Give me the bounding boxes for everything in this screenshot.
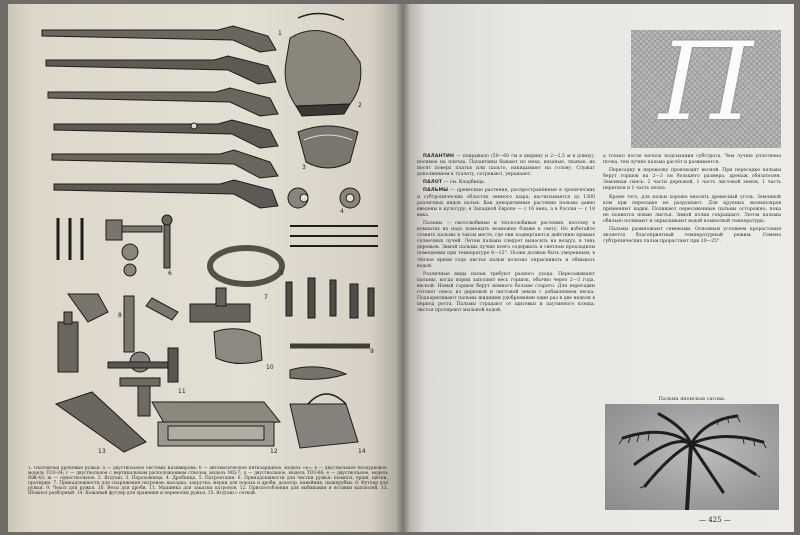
paragraph-text: — древесные растения, распространённые в тропических и субтропических областях земного шара; насчитывается до 1500 различных видов пальм. Как декоративные растения пальмы давно введены в культуру; в Западной Европе — с 16 века, а в России — с 18 века. — [417, 188, 595, 218]
paragraph — [417, 154, 595, 178]
figure-number: 1 — [278, 30, 282, 37]
headword: ПАЛАНТИН — [423, 154, 455, 159]
figure-number: 13 — [98, 448, 106, 455]
initial-letter: П — [658, 20, 754, 145]
paragraph-text: Кроме того, для пальм хорошо вносить древесный уголь. Земляной ком при пересадке не разрушают. Для крупных экземпляров применяют кадки. Поливают пересаженные пальмы осторожно, пока не появятся новые листья. Зимой полив сокращают. Летом пальмы обильно поливают и опрыскивают водой комнатной температуры. — [603, 194, 781, 224]
game-bag — [285, 13, 361, 116]
palm-photo — [605, 404, 779, 510]
shotgun-a — [42, 26, 276, 52]
book-spread — [8, 4, 794, 532]
right-page — [403, 4, 794, 532]
paragraph-text: Пересадку и перевалку производят весной. При пересадке пальмы берут горшок на 2—3 см большего размера, дренаж обязателен. Земляная смесь: 2 части дерновой, 1 часть листовой земли, 1 часть перегноя и 1 часть песка. — [603, 168, 781, 192]
palm-image — [605, 404, 779, 510]
shotgun-b — [46, 56, 276, 84]
page-number: — 425 — — [699, 516, 731, 524]
photo-caption: Пальма японская сагова. — [658, 396, 726, 402]
paragraph — [603, 168, 781, 192]
shotgun-d — [54, 120, 278, 148]
figure-number: 14 — [358, 448, 366, 455]
paragraph — [417, 180, 595, 186]
figure-number: 9 — [370, 348, 374, 355]
paragraph — [603, 195, 781, 225]
paragraph-text: а только после начала подсыхания субстрата. Чем лучше уплотнена почва, тем лучше пальма растёт и развивается. — [603, 154, 781, 166]
headword: ПАЛЬМЫ — [423, 188, 449, 194]
figure-number: 10 — [266, 364, 274, 371]
paragraph-text: Пальмы — светолюбивые и теплолюбивые растения, поэтому в комнатах их надо помещать возможно ближе к свету. Но избегайте ставить пальмы в таком месте, где они подвергаются действию прямых солнечных лучей. Летом пальмы следует выносить на воздух, в тень деревьев. Зимой пальмы лучше всего содержать в светлом прохладном помещении при температуре 8—12°. Полив должен быть умеренным; в тёплое время года листья пальм полезно опрыскивать и обмывать водой. — [417, 220, 595, 269]
cleaning-brushes — [286, 278, 374, 318]
headword: ПАЛОТ — [423, 180, 443, 186]
gun-case — [152, 402, 280, 446]
powder-horn — [298, 126, 358, 168]
paragraph — [603, 227, 781, 245]
paragraph — [417, 272, 595, 315]
figure-number: 3 — [302, 164, 306, 171]
text-column-2 — [603, 154, 781, 386]
shotgun-e — [52, 150, 278, 178]
paragraph — [603, 154, 781, 166]
figure-number: 5 — [280, 270, 284, 277]
figure-number: 8 — [118, 312, 122, 319]
paragraph-text: Пальмы размножают семенами. Основным условием прорастания является благоприятный температурный режим. Семена субтропических пальм прорастают при 20—25°. — [603, 227, 781, 245]
paragraph-text: — см. Кладбища. — [442, 180, 486, 186]
figure-number: 7 — [264, 294, 268, 301]
paragraph-text: Различные виды пальм требуют разного ухода. Пересаживают пальмы, когда корни заполнят весь горшок, обычно через 2—3 года, весной. Новый горшок берут немного больше старого. Для пересадки готовят смесь из дерновой и листовой земли с добавлением песка. Подкармливают пальмы жидкими удобрениями один раз в две недели в период роста. Пальмы страдают от щитовки и паутинного клеща; листья протирают мыльной водой. — [417, 271, 595, 314]
figure-number: 4 — [340, 208, 344, 215]
left-page — [8, 4, 403, 532]
figure-number: 12 — [270, 448, 278, 455]
figure-number: 6 — [168, 270, 172, 277]
decorative-initial — [631, 20, 781, 148]
shotgun-c — [48, 88, 278, 116]
paragraph — [417, 188, 595, 218]
illustration-plate — [28, 12, 386, 462]
paragraph — [417, 221, 595, 270]
text-column-1 — [417, 154, 595, 526]
plate-caption: 1. Охотничьи дробовые ружья: а — двуствольное системы Казимирова; б — автоматическое пятизарядное, модель «Б»; в — двуствольное бескурковое, модель ТОЗ-34; г — двуствольное с вертикальным расположением стволов, модель МЦ-7; д — двуствольное, модель ТОЗ-66; е — двуствольное, модель ИЖ-43; ж — одноствольное. 2. Ягдташ. 3. Пороховница. 4. Дробница. 5. Патронташи. 6. Принадлежности для чистки ружья: шомпол, ерши, щётки, протирки. 7. Принадлежности для снаряжения патронов: высадка, закрутка, мерки для пороха и дроби, дозатор, навойник, пыжерубки. 8. Футляр для ружья. 9. Чехол для ружья. 10. Весы для дроби. 11. Машинка для закатки патронов. 12. Приспособления для выбивания и вставки капсюлей. 13. Шомпол разборный. 14. Кожаный футляр для хранения и переноски ружья. 15. Ягдташ с сеткой. — [28, 466, 388, 497]
paragraph-text: — покрывало (50—60 см в ширину и 2—2,5 м в длину), носимое на плечах. Палантины бывают из меха, вязаные, тканые; их носят поверх платья или пальто, накидывают на голову. Служат дополнением к туалету, согревают, украшают. — [417, 154, 595, 178]
gun-sleeve — [56, 392, 146, 452]
figure-number: 2 — [358, 102, 362, 109]
book-gutter — [396, 4, 410, 532]
figure-number: 11 — [178, 388, 186, 395]
gun-bag — [290, 394, 358, 448]
shotgun-f — [54, 180, 278, 208]
hunting-equipment-illustration — [28, 12, 386, 462]
